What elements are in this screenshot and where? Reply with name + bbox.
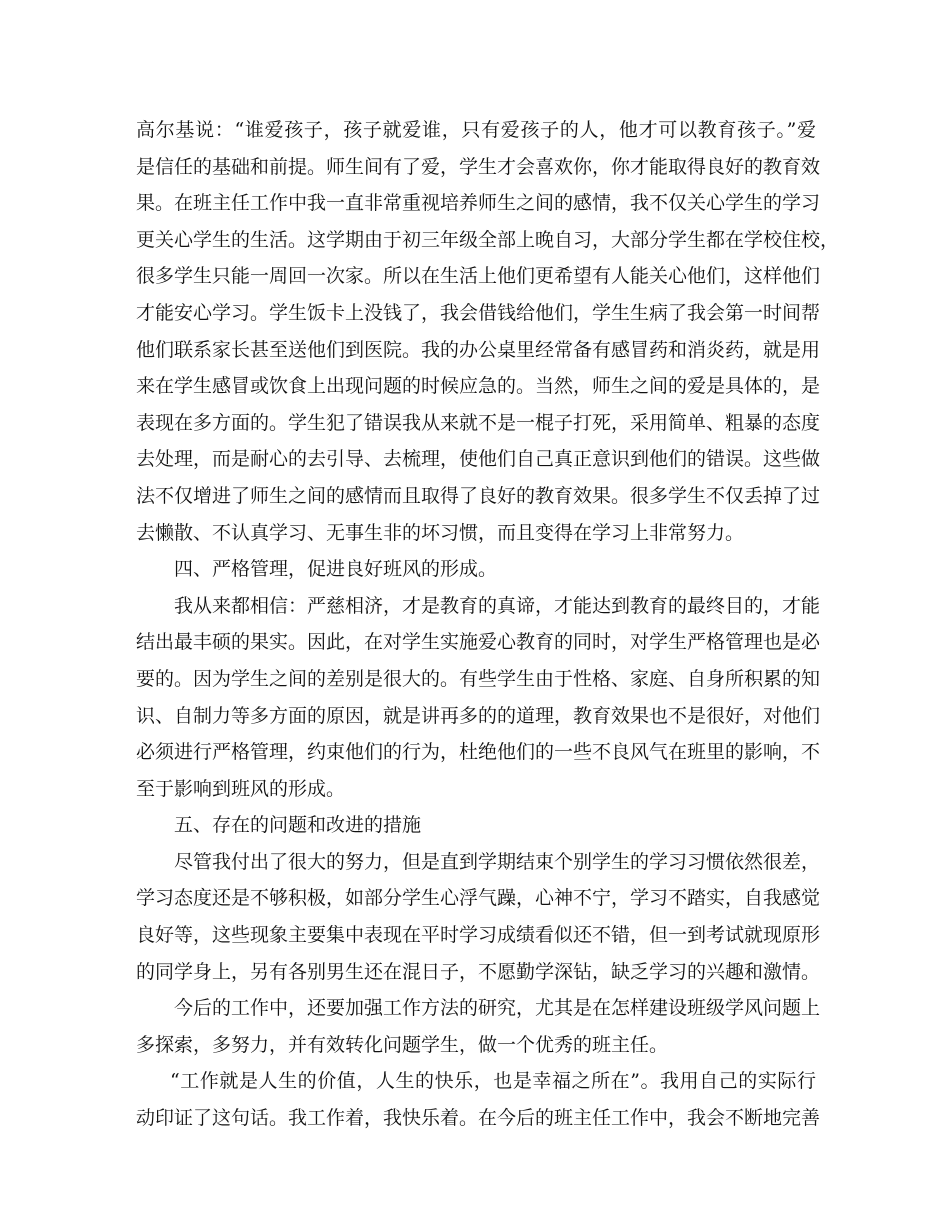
document-body — [136, 112, 840, 1137]
text-line: 很多学生只能一周回一次家。所以在生活上他们更希望有人能关心他们，这样他们 — [136, 265, 821, 288]
text-line: 今后的工作中，还要加强工作方法的研究，尤其是在怎样建设班级学风问题上 — [174, 997, 821, 1020]
text-line: 高尔基说：“谁爱孩子，孩子就爱谁，只有爱孩子的人，他才可以教育孩子。”爱 — [136, 119, 816, 141]
text-line: 更关心学生的生活。这学期由于初三年级全部上晚自习，大部分学生都在学校住校， — [136, 228, 840, 251]
text-line: 动印证了这句话。我工作着，我快乐着。在今后的班主任工作中，我会不断地完善 — [136, 1107, 821, 1130]
text-line: 果。在班主任工作中我一直非常重视培养师生之间的感情，我不仅关心学生的学习 — [136, 192, 821, 215]
text-line: 去懒散、不认真学习、无事生非的坏习惯，而且变得在学习上非常努力。 — [136, 521, 745, 544]
text-line: 多探索，多努力，并有效转化问题学生，做一个优秀的班主任。 — [136, 1033, 669, 1056]
section-heading: 四、严格管理，促进良好班风的形成。 — [174, 558, 498, 581]
text-line: 至于影响到班风的形成。 — [136, 777, 346, 800]
text-line: 去处理，而是耐心的去引导、去梳理，使他们自己真正意识到他们的错误。这些做 — [136, 448, 821, 471]
text-line: 学习态度还是不够积极，如部分学生心浮气躁，心神不宁，学习不踏实，自我感觉 — [136, 887, 821, 910]
text-line: 良好等，这些现象主要集中表现在平时学习成绩看似还不错，但一到考试就现原形 — [136, 924, 821, 947]
text-line: 我从来都相信：严慈相济，才是教育的真谛，才能达到教育的最终目的，才能 — [174, 594, 821, 617]
text-line: 他们联系家长甚至送他们到医院。我的办公桌里经常备有感冒药和消炎药，就是用 — [136, 338, 821, 361]
text-line: “工作就是人生的价值，人生的快乐，也是幸福之所在”。我用自己的实际行 — [170, 1070, 816, 1093]
text-line: 表现在多方面的。学生犯了错误我从来就不是一棍子打死，采用简单、粗暴的态度 — [136, 411, 821, 434]
text-line: 必须进行严格管理，约束他们的行为，杜绝他们的一些不良风气在班里的影响，不 — [136, 741, 821, 764]
text-line: 来在学生感冒或饮食上出现问题的时候应急的。当然，师生之间的爱是具体的，是 — [136, 375, 821, 398]
text-line: 要的。因为学生之间的差别是很大的。有些学生由于性格、家庭、自身所积累的知 — [136, 667, 821, 690]
section-heading: 五、存在的问题和改进的措施 — [174, 814, 422, 837]
text-line: 法不仅增进了师生之间的感情而且取得了良好的教育效果。很多学生不仅丢掉了过 — [136, 484, 821, 507]
text-line: 才能安心学习。学生饭卡上没钱了，我会借钱给他们，学生生病了我会第一时间帮 — [136, 301, 821, 324]
text-line: 的同学身上，另有各别男生还在混日子，不愿勤学深钻，缺乏学习的兴趣和激情。 — [136, 960, 821, 983]
text-line: 尽管我付出了很大的努力，但是直到学期结束个别学生的学习习惯依然很差， — [174, 850, 821, 873]
text-line: 是信任的基础和前提。师生间有了爱，学生才会喜欢你，你才能取得良好的教育效 — [136, 155, 821, 178]
text-line: 识、自制力等多方面的原因，就是讲再多的的道理，教育效果也不是很好，对他们 — [136, 704, 821, 727]
text-line: 结出最丰硕的果实。因此，在对学生实施爱心教育的同时，对学生严格管理也是必 — [136, 631, 821, 654]
